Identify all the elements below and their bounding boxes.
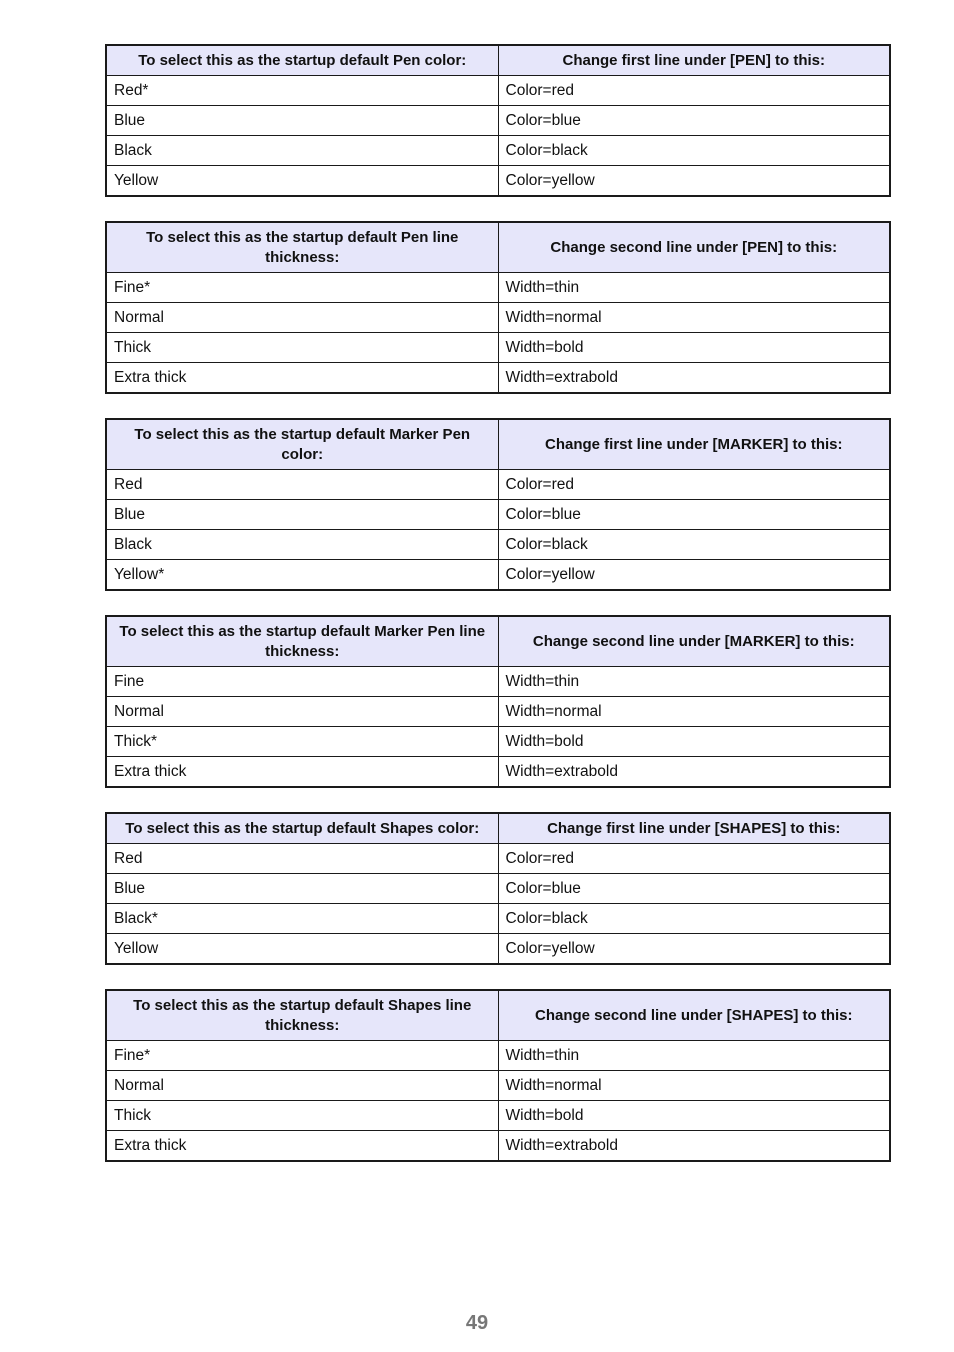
table-header-row xyxy=(106,419,890,470)
table-row xyxy=(106,667,890,697)
column-header: To select this as the startup default Shapes color: xyxy=(106,813,498,844)
table-row xyxy=(106,76,890,106)
pen-color-table xyxy=(105,44,891,197)
option-cell: Black* xyxy=(106,904,498,934)
option-cell: Extra thick xyxy=(106,363,498,394)
table-row xyxy=(106,166,890,197)
setting-cell: Width=normal xyxy=(498,697,890,727)
setting-cell: Color=black xyxy=(498,136,890,166)
column-header: To select this as the startup default Shapes line thickness: xyxy=(106,990,498,1041)
table-row xyxy=(106,844,890,874)
option-cell: Yellow xyxy=(106,934,498,965)
table-row xyxy=(106,530,890,560)
column-header: To select this as the startup default Marker Pen color: xyxy=(106,419,498,470)
option-cell: Normal xyxy=(106,697,498,727)
setting-cell: Color=yellow xyxy=(498,166,890,197)
option-cell: Yellow xyxy=(106,166,498,197)
option-cell: Fine* xyxy=(106,1041,498,1071)
setting-cell: Color=black xyxy=(498,904,890,934)
option-cell: Red xyxy=(106,844,498,874)
table-row xyxy=(106,1101,890,1131)
column-header: Change first line under [MARKER] to this: xyxy=(498,419,890,470)
table-header-row xyxy=(106,990,890,1041)
option-cell: Thick xyxy=(106,333,498,363)
marker-thickness-table xyxy=(105,615,891,788)
option-cell: Red xyxy=(106,470,498,500)
table-row xyxy=(106,1071,890,1101)
option-cell: Yellow* xyxy=(106,560,498,591)
option-cell: Normal xyxy=(106,1071,498,1101)
table-row xyxy=(106,560,890,591)
option-cell: Extra thick xyxy=(106,757,498,788)
column-header: To select this as the startup default Pen color: xyxy=(106,45,498,76)
table-row xyxy=(106,106,890,136)
option-cell: Blue xyxy=(106,874,498,904)
setting-cell: Color=blue xyxy=(498,106,890,136)
table-row xyxy=(106,303,890,333)
setting-cell: Width=bold xyxy=(498,333,890,363)
table-header-row xyxy=(106,813,890,844)
settings-tables xyxy=(105,44,889,1186)
option-cell: Blue xyxy=(106,500,498,530)
column-header: To select this as the startup default Marker Pen line thickness: xyxy=(106,616,498,667)
setting-cell: Width=normal xyxy=(498,303,890,333)
table-header-row xyxy=(106,616,890,667)
table-header-row xyxy=(106,45,890,76)
column-header: Change second line under [SHAPES] to this: xyxy=(498,990,890,1041)
setting-cell: Color=yellow xyxy=(498,934,890,965)
page-number: 49 xyxy=(465,1312,489,1334)
setting-cell: Width=bold xyxy=(498,727,890,757)
table-row xyxy=(106,500,890,530)
setting-cell: Color=blue xyxy=(498,874,890,904)
setting-cell: Width=extrabold xyxy=(498,757,890,788)
setting-cell: Width=thin xyxy=(498,273,890,303)
table-row xyxy=(106,470,890,500)
column-header: Change first line under [SHAPES] to this: xyxy=(498,813,890,844)
option-cell: Extra thick xyxy=(106,1131,498,1162)
column-header: To select this as the startup default Pen line thickness: xyxy=(106,222,498,273)
column-header: Change second line under [MARKER] to this: xyxy=(498,616,890,667)
option-cell: Thick xyxy=(106,1101,498,1131)
setting-cell: Color=blue xyxy=(498,500,890,530)
setting-cell: Width=thin xyxy=(498,1041,890,1071)
table-row xyxy=(106,273,890,303)
option-cell: Black xyxy=(106,530,498,560)
table-row xyxy=(106,934,890,965)
table-row xyxy=(106,363,890,394)
option-cell: Blue xyxy=(106,106,498,136)
setting-cell: Width=normal xyxy=(498,1071,890,1101)
option-cell: Normal xyxy=(106,303,498,333)
table-row xyxy=(106,333,890,363)
setting-cell: Color=red xyxy=(498,844,890,874)
setting-cell: Color=red xyxy=(498,470,890,500)
table-row xyxy=(106,727,890,757)
pen-thickness-table xyxy=(105,221,891,394)
table-header-row xyxy=(106,222,890,273)
table-row xyxy=(106,757,890,788)
setting-cell: Width=extrabold xyxy=(498,363,890,394)
table-row xyxy=(106,1131,890,1162)
column-header: Change first line under [PEN] to this: xyxy=(498,45,890,76)
setting-cell: Width=bold xyxy=(498,1101,890,1131)
setting-cell: Color=yellow xyxy=(498,560,890,591)
table-row xyxy=(106,136,890,166)
marker-color-table xyxy=(105,418,891,591)
shapes-color-table xyxy=(105,812,891,965)
setting-cell: Width=thin xyxy=(498,667,890,697)
table-row xyxy=(106,904,890,934)
table-row xyxy=(106,1041,890,1071)
shapes-thickness-table xyxy=(105,989,891,1162)
option-cell: Red* xyxy=(106,76,498,106)
table-row xyxy=(106,697,890,727)
setting-cell: Color=black xyxy=(498,530,890,560)
option-cell: Thick* xyxy=(106,727,498,757)
option-cell: Black xyxy=(106,136,498,166)
option-cell: Fine* xyxy=(106,273,498,303)
option-cell: Fine xyxy=(106,667,498,697)
setting-cell: Width=extrabold xyxy=(498,1131,890,1162)
setting-cell: Color=red xyxy=(498,76,890,106)
table-row xyxy=(106,874,890,904)
column-header: Change second line under [PEN] to this: xyxy=(498,222,890,273)
